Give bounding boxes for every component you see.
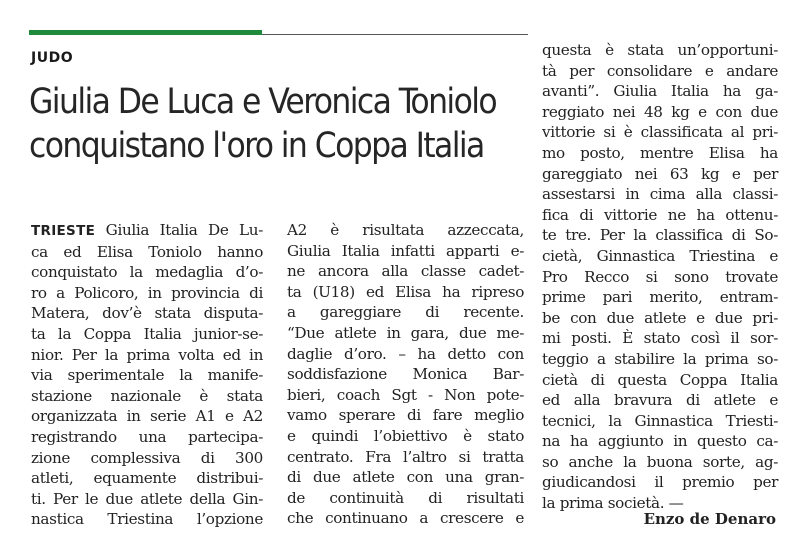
- section-accent-bar: [29, 30, 262, 35]
- text-line: centrato. Fra l’altro si tratta: [287, 447, 524, 466]
- headline-line: Giulia De Luca e Veronica Toniolo: [29, 82, 497, 122]
- headline: [29, 80, 539, 168]
- text-line: via sperimentale la manife-: [31, 366, 263, 385]
- section-rule: [262, 34, 528, 35]
- text-line: atleti, equamente distribui-: [31, 469, 263, 488]
- text-line: A2 è risultata azzeccata,: [287, 221, 524, 239]
- text-line: tà per consolidare e andare: [542, 61, 778, 80]
- text-line: avanti”. Giulia Italia ha ga-: [542, 82, 778, 101]
- text-line: Pro Recco si sono trovate: [542, 267, 778, 286]
- text-line: nastica Triestina l’opzione: [31, 510, 263, 529]
- text-line: ed alla bravura di atlete e: [542, 391, 778, 410]
- text-line: bieri, coach Sgt - Non pote-: [287, 385, 524, 404]
- text-line: mi posti. È stato così il sor-: [542, 329, 778, 348]
- text-line: stazione nazionale è stata: [31, 386, 263, 405]
- text-line: registrando una partecipa-: [31, 427, 263, 446]
- text-line: nior. Per la prima volta ed in: [31, 345, 263, 364]
- text-line: daglie d’oro. – ha detto con: [287, 344, 524, 363]
- text-line: so anche la buona sorte, ag-: [542, 452, 778, 471]
- text-line: ta (U18) ed Elisa ha ripreso: [287, 282, 524, 301]
- text-line: giudicandosi il premio per: [542, 473, 778, 492]
- dateline: TRIESTE: [31, 223, 96, 239]
- text-line: conquistato la medaglia d’o-: [31, 263, 263, 282]
- article-column-1: [31, 220, 263, 530]
- text-line: gareggiato nei 63 kg e per: [542, 164, 778, 183]
- text-line: questa è stata un’opportuni-: [542, 41, 778, 59]
- text-line: zione complessiva di 300: [31, 448, 263, 467]
- text-line: ta la Coppa Italia junior-se-: [31, 324, 263, 343]
- text-line: cietà di questa Coppa Italia: [542, 370, 778, 389]
- text-line: prime pari merito, entram-: [542, 288, 778, 307]
- text-line: tecnici, la Ginnastica Triesti-: [542, 411, 778, 430]
- text-line: ti. Per le due atlete della Gin-: [31, 489, 263, 508]
- text-line: soddisfazione Monica Bar-: [287, 365, 524, 384]
- text-line: organizzata in serie A1 e A2: [31, 407, 263, 426]
- article-column-2: [287, 220, 524, 529]
- byline: Enzo de Denaro: [643, 510, 776, 528]
- text-line: teggio a stabilire la prima so-: [542, 349, 778, 368]
- text-line: na ha aggiunto in questo ca-: [542, 432, 778, 451]
- text-line: e quindi l’obiettivo è stato: [287, 426, 524, 445]
- text-line: TRIESTE Giulia Italia De Lu-: [31, 221, 263, 239]
- text-line: “Due atlete in gara, due me-: [287, 323, 524, 342]
- text-line: di due atlete con una gran-: [287, 468, 524, 487]
- text-line: be con due atlete e due pri-: [542, 308, 778, 327]
- text-line: ro a Policoro, in provincia di: [31, 283, 263, 302]
- text-line: reggiato nei 48 kg e con due: [542, 102, 778, 121]
- text-line: ca ed Elisa Toniolo hanno: [31, 242, 263, 261]
- text-line: mo posto, mentre Elisa ha: [542, 143, 778, 162]
- text-line: assestarsi in cima alla classi-: [542, 185, 778, 204]
- headline-line: conquistano l'oro in Coppa Italia: [29, 126, 484, 166]
- text-line: a gareggiare di recente.: [287, 303, 524, 322]
- text-line: de continuità di risultati: [287, 488, 524, 507]
- article-column-3: [542, 40, 778, 514]
- text-line: te tre. Per la classifica di So-: [542, 226, 778, 245]
- text-line: cietà, Ginnastica Triestina e: [542, 246, 778, 265]
- text-line: la prima società. —: [542, 494, 684, 513]
- text-line: Giulia Italia infatti apparti e-: [287, 241, 524, 260]
- section-label: JUDO: [31, 50, 74, 66]
- text-line: vamo sperare di fare meglio: [287, 406, 524, 425]
- text-line: vittorie si è classificata al pri-: [542, 123, 778, 142]
- text-line: fica di vittorie ne ha ottenu-: [542, 205, 778, 224]
- text-line: ne ancora alla classe cadet-: [287, 262, 524, 281]
- text-line: che continuano a crescere e: [287, 509, 524, 528]
- text-line: Matera, dov’è stata disputa-: [31, 304, 263, 323]
